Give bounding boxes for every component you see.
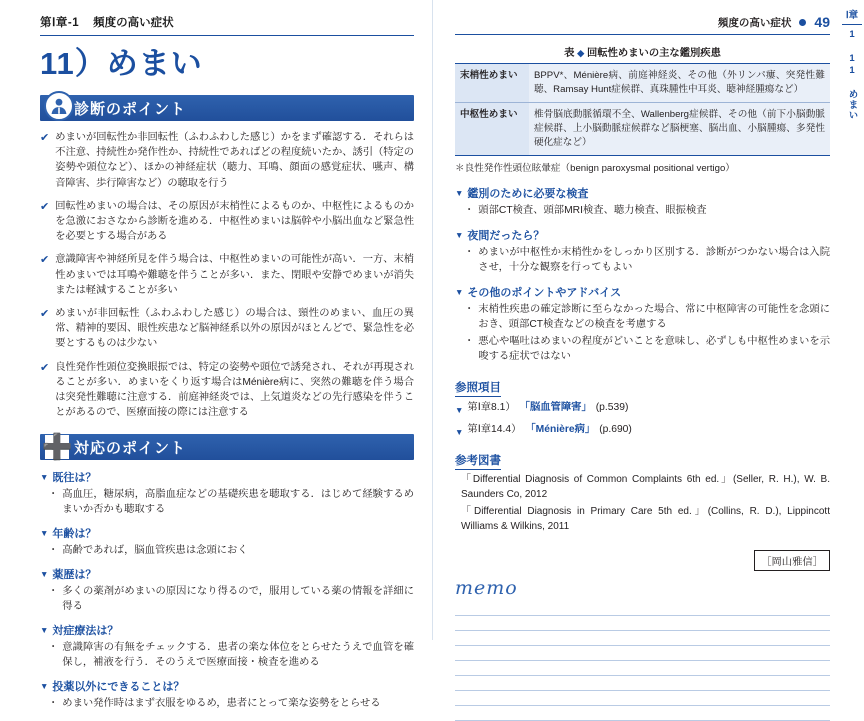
- dot-icon: ・: [48, 586, 59, 598]
- list-item-text: 高血圧，糖尿病，高脂血症などの基礎疾患を聴取する．はじめて経験するめまいか否かも聴取する: [62, 489, 414, 516]
- table-cell-value: 椎骨脳底動脈循環不全、Wallenberg症候群、その他（前下小脳動脈症候群、上小脳動脈症候群など脳梗塞、脳出血、小脳腫瘍、多発性硬化症など）: [529, 103, 830, 156]
- triangle-icon: ▼: [455, 287, 464, 297]
- section-title-diagnosis: 診断のポイント: [74, 100, 187, 118]
- right-group-title: その他のポイントやアドバイス: [467, 287, 622, 299]
- list-item: [40, 130, 414, 191]
- left-page-header: [40, 14, 414, 36]
- list-item: [48, 543, 414, 558]
- bullet-dot-icon: [799, 19, 806, 26]
- section-header-diagnosis: [40, 95, 414, 121]
- management-group-head: [40, 678, 414, 694]
- right-page: [432, 0, 864, 640]
- list-item-text: 頭部CT検査、頭部MRI検査、聴力検査、眼振検査: [478, 205, 707, 216]
- table-cell-label: 末梢性めまい: [455, 64, 529, 103]
- check-icon: ✔: [40, 132, 50, 144]
- biblio-item: 「Differential Diagnosis of Common Complaints 6th ed.」(Seller, R. H.), W. B. Saunders Co, 2012: [461, 474, 830, 500]
- management-group: [40, 469, 414, 517]
- list-item: [48, 584, 414, 614]
- management-group-title: 既往は？: [52, 472, 97, 485]
- list-item: [48, 640, 414, 670]
- page-title: 11）めまい: [40, 46, 203, 81]
- triangle-icon: ▼: [40, 472, 49, 483]
- dot-icon: ・: [48, 545, 59, 557]
- triangle-icon: ▼: [455, 405, 464, 415]
- management-group-head: [40, 622, 414, 638]
- management-group-head: [40, 525, 414, 541]
- dot-icon: ・: [464, 205, 475, 216]
- table-footnote: ＊良性発作性頭位眩暈症（benign paroxysmal positional vertigo）: [455, 163, 735, 174]
- list-item-text: 意識障害や神経所見を伴う場合は、中枢性めまいの可能性が高い．一方、末梢性めまいでは耳鳴や難聴を伴うことが多い．また、閉眼や安静でめまいが消失または軽減することが多い: [55, 254, 414, 296]
- list-item-text: 末梢性疾患の確定診断に至らなかった場合、常に中枢障害の可能性を念頭におき、頭部CT検査などの検査を考慮する: [478, 304, 830, 330]
- dot-icon: ・: [48, 698, 59, 710]
- list-item-text: 回転性めまいの場合は、その原因が末梢性によるものか、中枢性によるものかを急激におさなから診断を進める．中枢性めまいは脳幹や小脳出血など緊急性を必要とする場合がある: [55, 200, 414, 243]
- memo-line[interactable]: [455, 691, 830, 706]
- memo-line[interactable]: [455, 676, 830, 691]
- triangle-icon: ▼: [40, 528, 49, 539]
- table-cell-value: BPPV*、Ménière病、前庭神経炎、その他（外リンパ瘻、突発性難聴、Ramsay Hunt症候群、真珠腫性中耳炎、聴神経腫瘍など）: [529, 64, 830, 103]
- diamond-icon: ◆: [577, 48, 585, 58]
- list-item-text: めまいが回転性か非回転性（ふわふわした感じ）かをまず確認する．それらは不注意、持続性か発作性か、持続性であればどの程度続いたか、誘引（特定の姿勢や頭位など）、ほかの神経症状（聴力、耳鳴、顔面の感覚症状、嚥声、構音障害、歩行障害など）の聴取を行う: [55, 132, 414, 189]
- list-item: [48, 696, 414, 711]
- biblio-section-title: 参考図書: [455, 452, 501, 470]
- reference-link[interactable]: 「脳血管障害」: [519, 402, 592, 413]
- list-item: [40, 199, 414, 245]
- management-group: [40, 566, 414, 614]
- check-icon: ✔: [40, 200, 50, 213]
- right-group: [455, 227, 830, 275]
- header-topic: 頻度の高い症状: [93, 17, 174, 29]
- table-caption-text: 回転性めまいの主な鑑別疾患: [587, 48, 721, 59]
- list-item: [464, 203, 830, 218]
- table-row: [455, 64, 830, 103]
- management-group-title: 対症療法は？: [52, 625, 119, 638]
- right-group-head: [455, 284, 830, 300]
- biblio-item: 「Differential Diagnosis in Primary Care 5th ed.」(Collins, R. D.), Lippincott Williams & Wilkins, 2011: [461, 506, 830, 532]
- management-group-head: [40, 566, 414, 582]
- reference-item[interactable]: [455, 400, 830, 419]
- management-group-title: 投薬以外にできることは？: [52, 681, 185, 694]
- right-group-title: 鑑別のために必要な検査: [467, 188, 589, 200]
- list-item-text: 高齢であれば，脳血管疾患は念頭におく: [62, 545, 248, 557]
- table-caption: [455, 44, 830, 59]
- list-item-text: 良性発作性頭位変換眼振では、特定の姿勢や頭位で誘発され、それが再現されることが多い．めまいをくり返す場合はMénière病に、突然の難聴を伴う場合は突発性難聴に注意する．前庭神経炎では、上気道炎などの先行感染を伴うことがあるので、医療面接の際には注意する: [55, 361, 414, 419]
- header-topic: 頻度の高い症状: [717, 16, 792, 29]
- list-item: [464, 245, 830, 275]
- differential-diagnosis-table: [455, 63, 830, 156]
- reference-page: (p.539): [595, 402, 629, 413]
- dot-icon: ・: [464, 304, 475, 315]
- side-tab-label: 1 11 めまい: [846, 29, 858, 121]
- author-box: [455, 550, 830, 571]
- list-item: [40, 252, 414, 298]
- right-page-header: [455, 14, 830, 35]
- check-icon: ✔: [40, 361, 50, 374]
- list-item-text: めまい発作時はまず衣服をゆるめ，患者にとって楽な姿勢をとらせる: [62, 698, 381, 710]
- reference-chapter: 第Ⅰ章8.1）: [467, 402, 516, 413]
- plus-icon: ➕: [41, 433, 73, 462]
- memo-line[interactable]: [455, 601, 830, 616]
- list-item: [40, 360, 414, 421]
- section-title-management: 対応のポイント: [74, 439, 187, 457]
- memo-line[interactable]: [455, 706, 830, 721]
- list-item-text: めまいが非回転性（ふわふわした感じ）の場合は、頸性のめまい、血圧の異常、精神的要因、眼性疾患など脳神経系以外の原因がほとんどで、緊急性を必要とするものは少ない: [55, 308, 414, 350]
- management-group-head: [40, 469, 414, 485]
- reference-page: (p.690): [599, 423, 632, 435]
- doctor-icon: [44, 91, 74, 121]
- list-item: [464, 302, 830, 332]
- check-icon: ✔: [40, 308, 50, 321]
- management-group-title: 薬歴は？: [52, 569, 97, 582]
- reference-section-title: 参照項目: [455, 379, 501, 397]
- diagnosis-points-list: [40, 130, 414, 420]
- reference-item[interactable]: [455, 422, 830, 441]
- section-header-management: [40, 434, 414, 460]
- reference-link[interactable]: 「Ménière病」: [525, 423, 596, 435]
- table-row: [455, 103, 830, 156]
- memo-lines[interactable]: [455, 601, 830, 721]
- dot-icon: ・: [464, 247, 475, 258]
- management-points-list: [40, 469, 414, 711]
- left-page: [0, 0, 432, 710]
- table-caption-prefix: 表: [564, 48, 575, 59]
- list-item-text: 悪心や嘔吐はめまいの程度がどいことを意味し、必ずしも中枢性めまいを示唆する症状ではない: [478, 336, 830, 362]
- memo-line[interactable]: [455, 646, 830, 661]
- memo-line[interactable]: [455, 661, 830, 676]
- list-item: [464, 334, 830, 364]
- side-tab: [842, 10, 862, 121]
- management-group: [40, 525, 414, 558]
- right-group-head: [455, 185, 830, 201]
- side-tab-chapter: Ⅰ章: [842, 10, 862, 25]
- triangle-icon: ▼: [455, 426, 464, 437]
- triangle-icon: ▼: [40, 569, 49, 580]
- list-item: [40, 306, 414, 352]
- list-item-text: めまいが中枢性か末梢性かをしっかり区別する．診断がつかない場合は入院させ，十分な観察を行ってもよい: [478, 247, 830, 273]
- right-group: [455, 185, 830, 218]
- management-group: [40, 678, 414, 711]
- list-item-text: 意識障害の有無をチェックする．患者の楽な体位をとらせたうえで血管を確保し，補液を行う．そのうえで医療面接・検査を進める: [62, 642, 414, 669]
- dot-icon: ・: [48, 489, 59, 501]
- table-cell-label: 中枢性めまい: [455, 103, 529, 156]
- dot-icon: ・: [48, 642, 59, 654]
- right-group: [455, 284, 830, 364]
- right-group-head: [455, 227, 830, 243]
- management-group-title: 年齢は？: [52, 528, 97, 541]
- management-group: [40, 622, 414, 670]
- triangle-icon: ▼: [455, 188, 464, 198]
- chapter-label: 第Ⅰ章-1: [40, 17, 80, 29]
- reference-chapter: 第Ⅰ章14.4）: [467, 423, 522, 435]
- memo-line[interactable]: [455, 616, 830, 631]
- check-icon: ✔: [40, 254, 50, 267]
- memo-line[interactable]: [455, 631, 830, 646]
- list-item-text: 多くの薬剤がめまいの原因になり得るので，服用している薬の情報を詳細に得る: [62, 586, 414, 613]
- triangle-icon: ▼: [455, 230, 464, 240]
- memo-label: memo: [455, 577, 518, 599]
- triangle-icon: ▼: [40, 681, 49, 692]
- triangle-icon: ▼: [40, 625, 49, 636]
- right-group-title: 夜間だったら？: [467, 230, 545, 242]
- memo-area[interactable]: [455, 577, 830, 721]
- page-number: 49: [814, 14, 830, 30]
- author-name: ［岡山雅信］: [754, 550, 830, 571]
- list-item: [48, 487, 414, 517]
- dot-icon: ・: [464, 336, 475, 347]
